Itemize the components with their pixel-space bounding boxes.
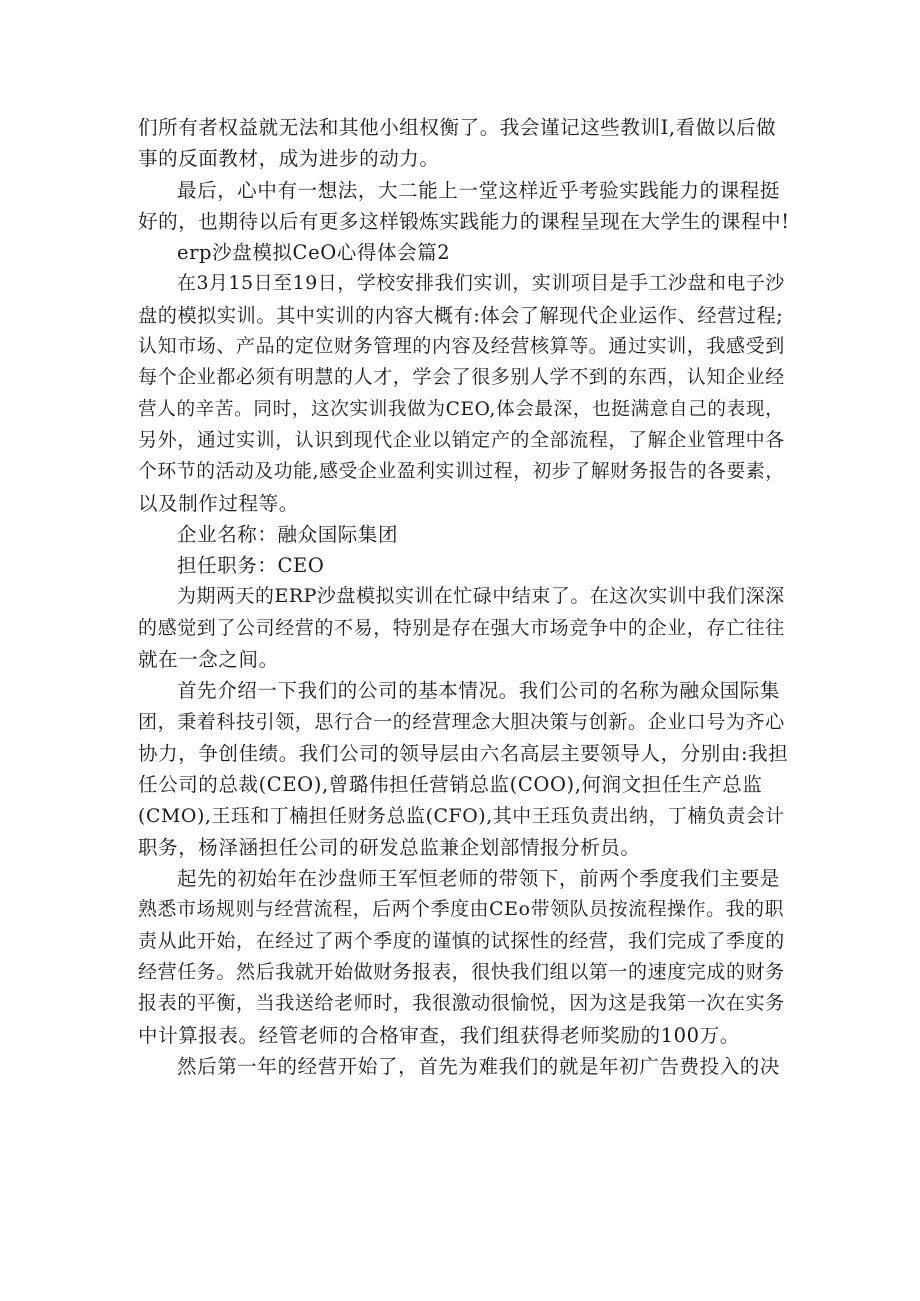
text-line: 个环节的活动及功能,感受企业盈利实训过程，初步了解财务报告的各要素， [138,461,785,483]
text-line: 企业名称：融众国际集团 [177,522,399,546]
text-line: 首先介绍一下我们的公司的基本情况。我们公司的名称为融众国际集 [177,679,781,703]
text-line: 职务，杨泽涵担任公司的研发总监兼企划部情报分析员。 [138,835,641,859]
text-line: 就在一念之间。 [138,648,279,672]
text-line: 团，秉着科技引领，思行合一的经营理念大胆决策与创新。企业口号为齐心 [138,710,785,733]
text-line: 然后第一年的经营开始了，首先为难我们的就是年初广告费投入的决 [177,1054,781,1078]
text-line: 事的反面教材，成为进步的动力。 [138,147,440,171]
text-line: 在3月15日至19日，学校安排我们实训，实训项目是手工沙盘和电子沙 [177,272,785,295]
text-line: 营人的辛苦。同时，这次实训我做为CEO,体会最深，也挺满意自己的表现， [138,398,785,420]
text-line: 责从此开始，在经过了两个季度的谨慎的试探性的经营，我们完成了季度的 [138,929,785,952]
text-line: erp沙盘模拟CeO心得体会篇2 [177,241,451,265]
text-line: 中计算报表。经管老师的合格审查，我们组获得老师奖励的100万。 [138,1023,740,1047]
text-line: 好的，也期待以后有更多这样锻炼实践能力的课程呈现在大学生的课程中! [138,209,790,233]
text-line: 协力，争创佳绩。我们公司的领导层由六名高层主要领导人，分别由:我担 [138,741,789,765]
paragraph [138,175,794,238]
text-line: 熟悉市场规则与经营流程，后两个季度由CEo带领队员按流程操作。我的职 [138,898,785,921]
text-line: 认知市场、产品的定位财务管理的内容及经营核算等。通过实训，我感受到 [138,335,785,358]
paragraph [138,519,794,550]
text-line: 为期两天的ERP沙盘模拟实训在忙碌中结束了。在这次实训中我们深深 [177,585,785,608]
paragraph [138,581,794,675]
text-line: 每个企业都必须有明慧的人才，学会了很多别人学不到的东西，认知企业经 [138,366,785,389]
text-line: 们所有者权益就无法和其他小组权衡了。我会谨记这些教训I,看做以后做 [138,116,777,139]
paragraph [138,550,794,581]
text-line: 另外，通过实训，认识到现代企业以销定产的全部流程，了解企业管理中各 [138,428,785,451]
text-line: 任公司的总裁(CEO),曾璐伟担任营销总监(COO),何润文担任生产总监 [138,773,763,797]
paragraph [138,863,794,1051]
text-line: 以及制作过程等。 [138,491,299,515]
paragraph [138,237,794,268]
text-line: 最后，心中有一想法，大二能上一堂这样近乎考验实践能力的课程挺 [177,178,781,202]
text-line: 盘的模拟实训。其中实训的内容大概有:体会了解现代企业运作、经营过程; [138,303,784,327]
text-line: (CMO),王珏和丁楠担任财务总监(CFO),其中王珏负责出纳，丁楠负责会计 [138,804,785,827]
paragraph [138,1051,794,1082]
text-line: 经营任务。然后我就开始做财务报表，很快我们组以第一的速度完成的财务 [138,961,785,984]
document-body [138,112,794,1082]
text-line: 起先的初始年在沙盘师王军恒老师的带领下，前两个季度我们主要是 [177,867,781,891]
paragraph [138,112,794,175]
text-line: 的感觉到了公司经营的不易，特别是存在强大市场竞争中的企业，存亡往往 [138,616,785,639]
paragraph [138,268,794,518]
text-line: 报表的平衡，当我送给老师时，我很激动很愉悦，因为这是我第一次在实务 [138,992,785,1015]
paragraph [138,675,794,863]
text-line: 担任职务：CEO [177,554,325,578]
